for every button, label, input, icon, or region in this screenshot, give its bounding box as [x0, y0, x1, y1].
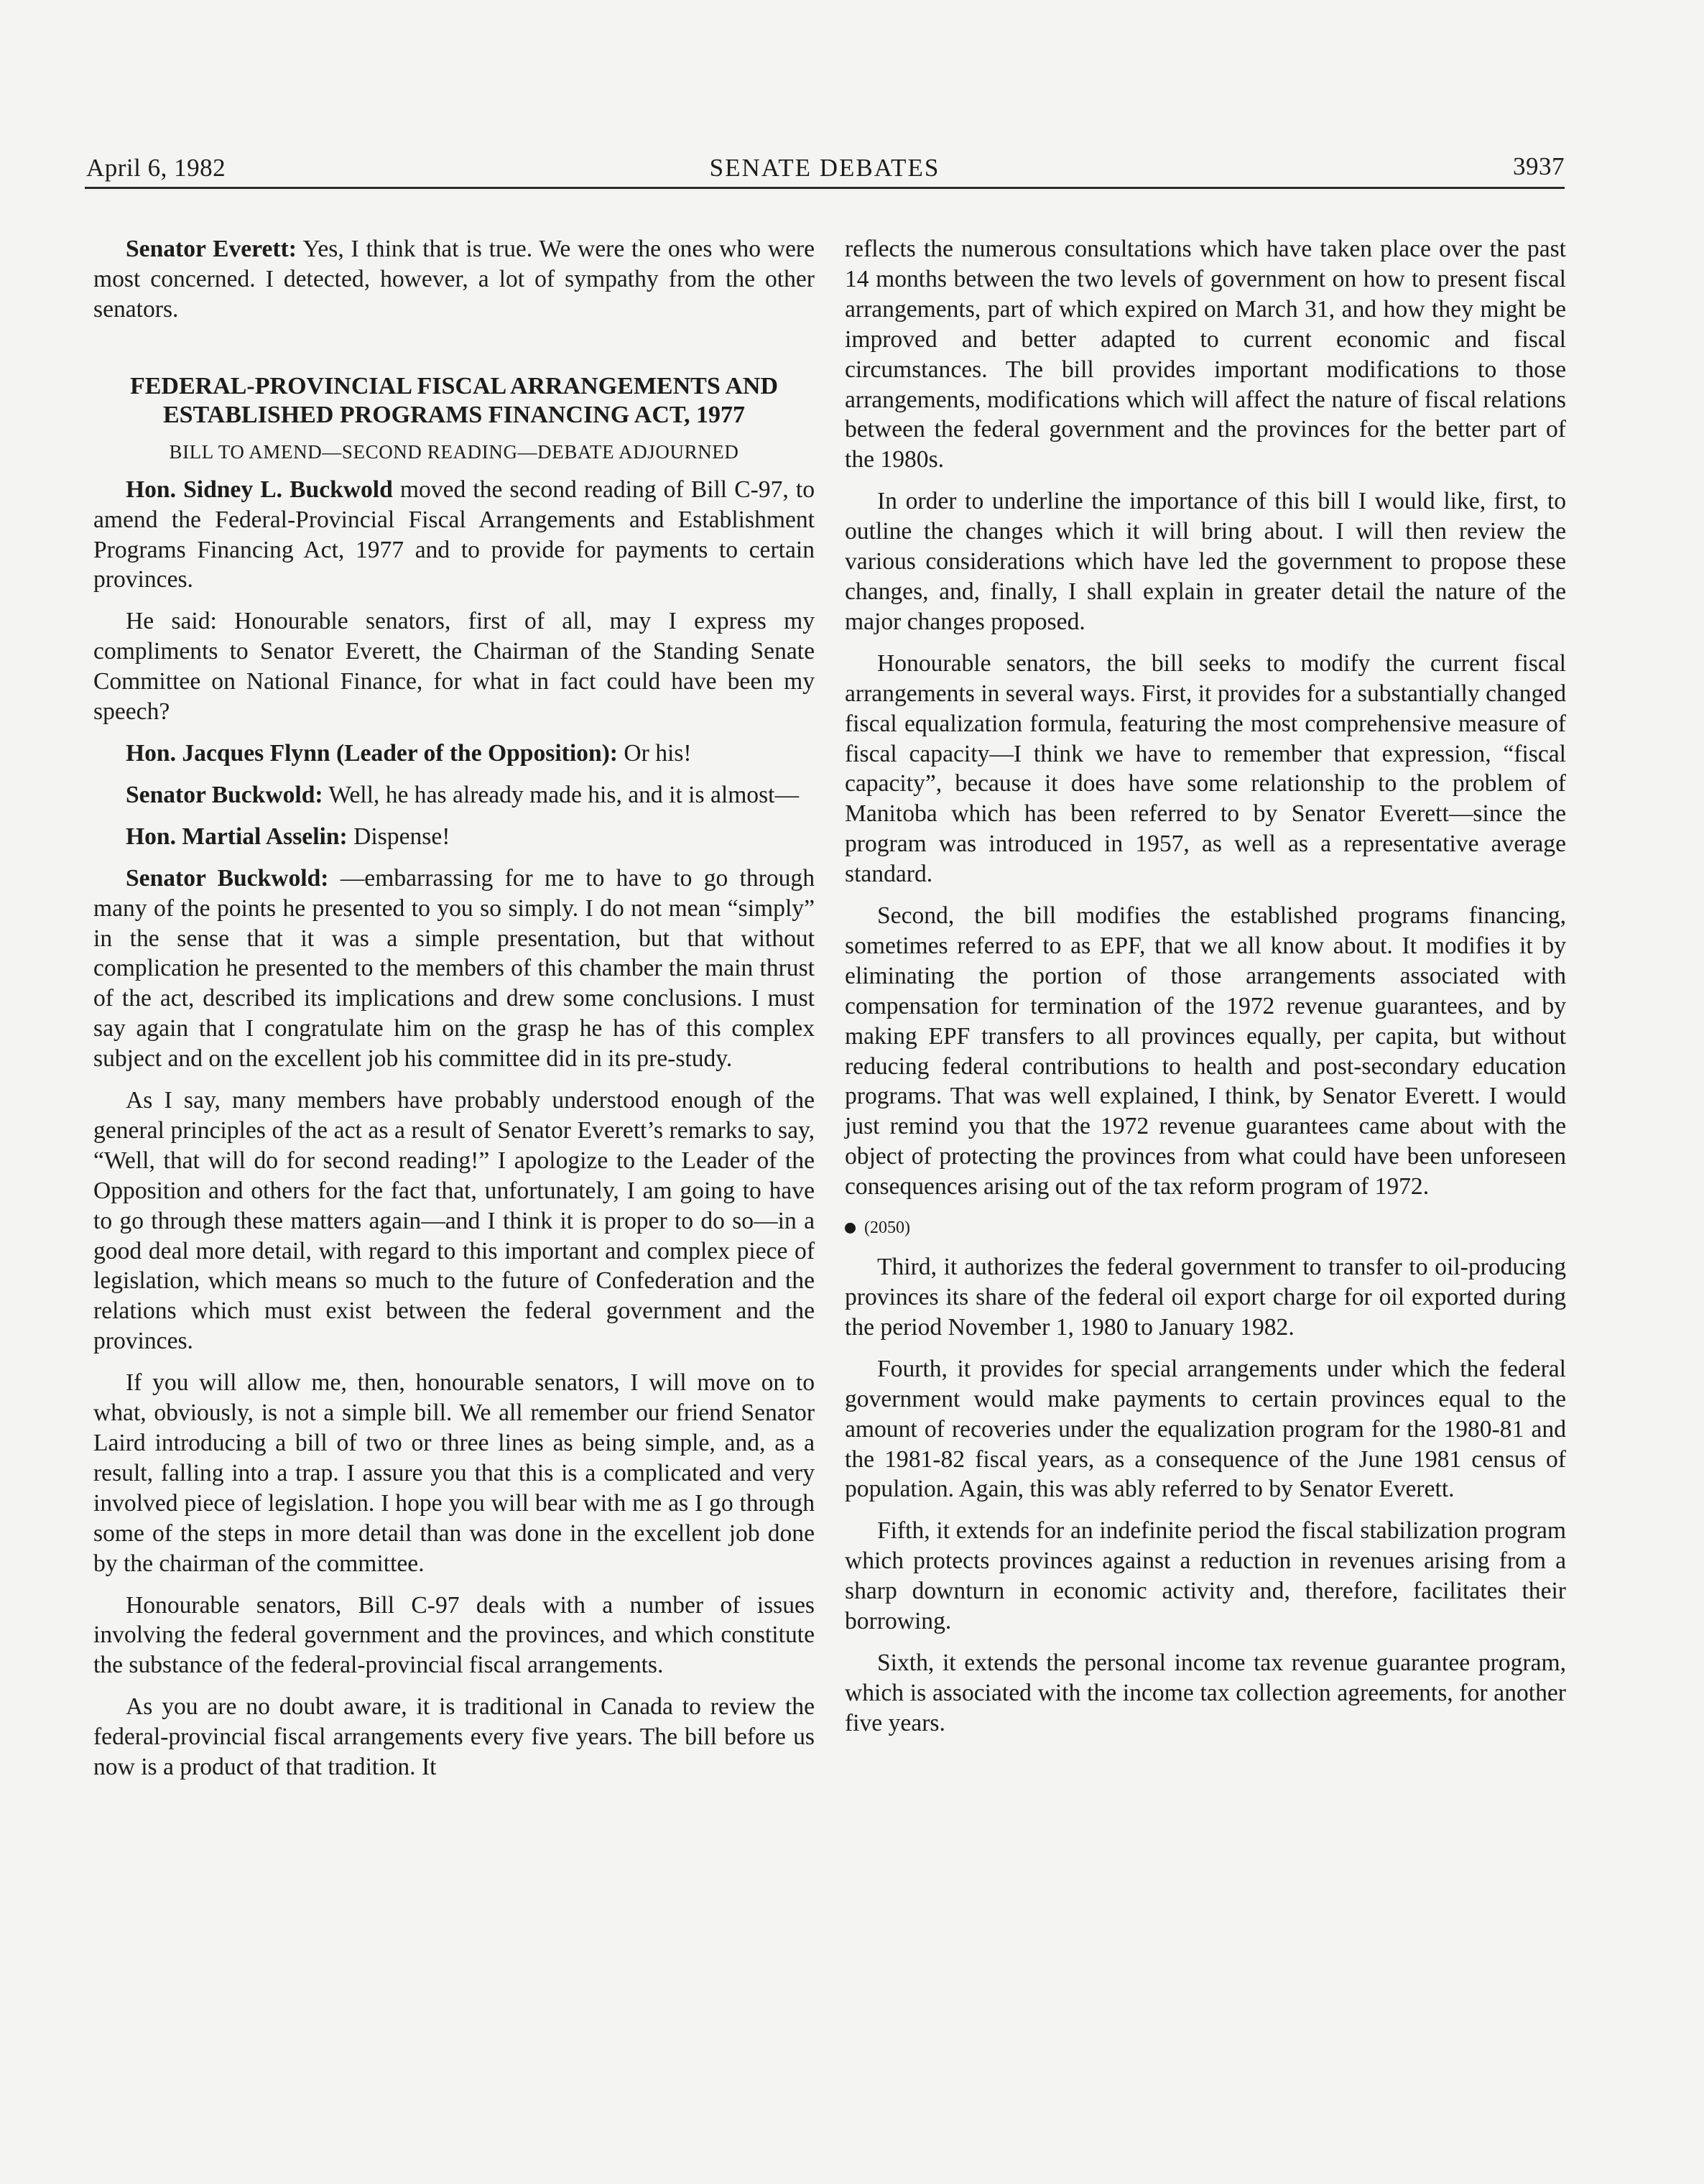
paragraph	[93, 822, 815, 852]
header-title: SENATE DEBATES	[709, 154, 940, 182]
paragraph	[93, 780, 815, 810]
speaker-name: Senator Everett:	[126, 236, 297, 262]
section-title: FEDERAL-PROVINCIAL FISCAL ARRANGEMENTS AND ESTABLISHED PROGRAMS FINANCING ACT, 1977	[129, 372, 779, 428]
bullet-icon	[845, 1223, 856, 1234]
speech-text: Dispense!	[347, 823, 450, 850]
speaker-name: Senator Buckwold:	[126, 864, 329, 892]
paragraph: As I say, many members have probably understood enough of the general principles of the act as a result of Senator Everett’s remarks to say, “Well, that will do for second reading!” I apologize to the Leader of the Opposition and others for the fact that, unfortunately, I am going to have to go through these matters again—and I think it is proper to do so—in a good deal more detail, with regard to this important and complex piece of legislation, which means so much to the future of Confederation and the relations which must exist between the federal government and the provinces.	[93, 1087, 815, 1355]
right-column	[845, 234, 1566, 1739]
paragraph	[93, 234, 815, 325]
paragraph: Fourth, it provides for special arrangements under which the federal government would make payments to certain provinces equal to the amount of recoveries under the equalization program for the 1980-81 and the 1981-82 fiscal years, as a consequence of the June 1981 census of population. Again, this was ably referred to by Senator Everett.	[845, 1355, 1566, 1503]
speech-text: moved the second reading of Bill C-97, to amend the Federal-Provincial Fiscal Arrangements and Establishment Programs Financing Act, 1977 and to provide for payments to certain provinces.	[93, 476, 815, 593]
paragraph	[93, 864, 815, 1074]
speaker-name: Senator Buckwold:	[126, 781, 323, 808]
paragraph: Third, it authorizes the federal government to transfer to oil-producing provinces its share of the federal oil export charge for oil exported during the period November 1, 1980 to January 1982.	[845, 1254, 1566, 1341]
speech-text: Or his!	[618, 739, 692, 767]
header-date: April 6, 1982	[86, 154, 226, 182]
paragraph: Honourable senators, Bill C-97 deals with a number of issues involving the federal government and the provinces, and which constitute the substance of the federal-provincial fiscal arrangements.	[93, 1591, 815, 1679]
speech-text: Yes, I think that is true. We were the ones who were most concerned. I detected, however, a lot of sympathy from the other senators.	[93, 236, 815, 323]
paragraph: As you are no doubt aware, it is traditional in Canada to review the federal-provincial fiscal arrangements every five years. The bill before us now is a product of that tradition. It	[93, 1693, 815, 1781]
header-page-number: 3937	[1513, 152, 1565, 180]
paragraph: Honourable senators, the bill seeks to modify the current fiscal arrangements in several ways. First, it provides for a substantially changed fiscal equalization formula, featuring the most comprehensive measure of fiscal capacity—I think we have to remember that expression, “fiscal capacity”, because it does have some relationship to the problem of Manitoba which has been referred to by Senator Everett—since the program was introduced in 1957, as well as a representative average standard.	[845, 649, 1566, 888]
paragraph: Sixth, it extends the personal income tax revenue guarantee program, which is associated with the income tax collection agreements, for another five years.	[845, 1649, 1566, 1736]
time-marker	[845, 1215, 1566, 1241]
speech-text: —embarrassing for me to have to go through many of the points he presented to you so simply. I do not mean “simply” in the sense that it was a simple presentation, but that without complication he presented to the members of this chamber the main thrust of the act, described its implications and drew some conclusions. I must say again that I congratulate him on the grasp he has of this complex subject and on the excellent job his committee did in its pre-study.	[93, 864, 815, 1073]
section-subtitle: BILL TO AMEND—SECOND READING—DEBATE ADJOURNED	[169, 440, 739, 463]
paragraph: Second, the bill modifies the established programs financing, sometimes referred to as EPF, that we all know about. It modifies it by eliminating the portion of those arrangements associated with compensation for termination of the 1972 revenue guarantees, and by making EPF transfers to all provinces equally, per capita, but without reducing federal contributions to health and post-secondary education programs. That was well explained, I think, by Senator Everett. I would just remind you that the 1972 revenue guarantees came about with the object of protecting the provinces from what could have been unforeseen consequences arising out of the tax reform program of 1972.	[845, 902, 1566, 1200]
speaker-name: Hon. Martial Asselin:	[126, 823, 348, 850]
time-marker-text: (2050)	[864, 1218, 910, 1237]
paragraph: If you will allow me, then, honourable senators, I will move on to what, obviously, is not a simple bill. We all remember our friend Senator Laird introducing a bill of two or three lines as being simple, and, as a result, falling into a trap. I assure you that this is a complicated and very involved piece of legislation. I hope you will bear with me as I go through some of the steps in more detail than was done in the excellent job done by the chairman of the committee.	[93, 1369, 815, 1577]
speech-text: Well, he has already made his, and it is almost—	[323, 781, 800, 808]
paragraph	[93, 739, 815, 769]
paragraph	[93, 475, 815, 596]
paragraph: He said: Honourable senators, first of all, may I express my compliments to Senator Everett, the Chairman of the Standing Senate Committee on National Finance, for what in fact could have been my speech?	[93, 608, 815, 726]
speaker-name: Hon. Sidney L. Buckwold	[126, 476, 393, 503]
paragraph: Fifth, it extends for an indefinite period the fiscal stabilization program which protects provinces against a reduction in revenues arising from a sharp downturn in economic activity and, therefore, facilitates their borrowing.	[845, 1517, 1566, 1635]
page-header	[85, 144, 1565, 189]
paragraph: reflects the numerous consultations which have taken place over the past 14 months between the two levels of government on how to present fiscal arrangements, part of which expired on March 31, and how they might be improved and better adapted to current economic and fiscal circumstances. The bill provides important modifications to those arrangements, modifications which will affect the nature of fiscal relations between the federal government and the provinces for the better part of the 1980s.	[845, 236, 1566, 473]
left-column	[93, 234, 815, 1782]
paragraph: In order to underline the importance of this bill I would like, first, to outline the changes which it will bring about. I will then review the various considerations which have led the government to propose these changes, and, finally, I shall explain in greater detail the nature of the major changes proposed.	[845, 488, 1566, 635]
speaker-name: Hon. Jacques Flynn (Leader of the Opposition):	[126, 739, 618, 767]
